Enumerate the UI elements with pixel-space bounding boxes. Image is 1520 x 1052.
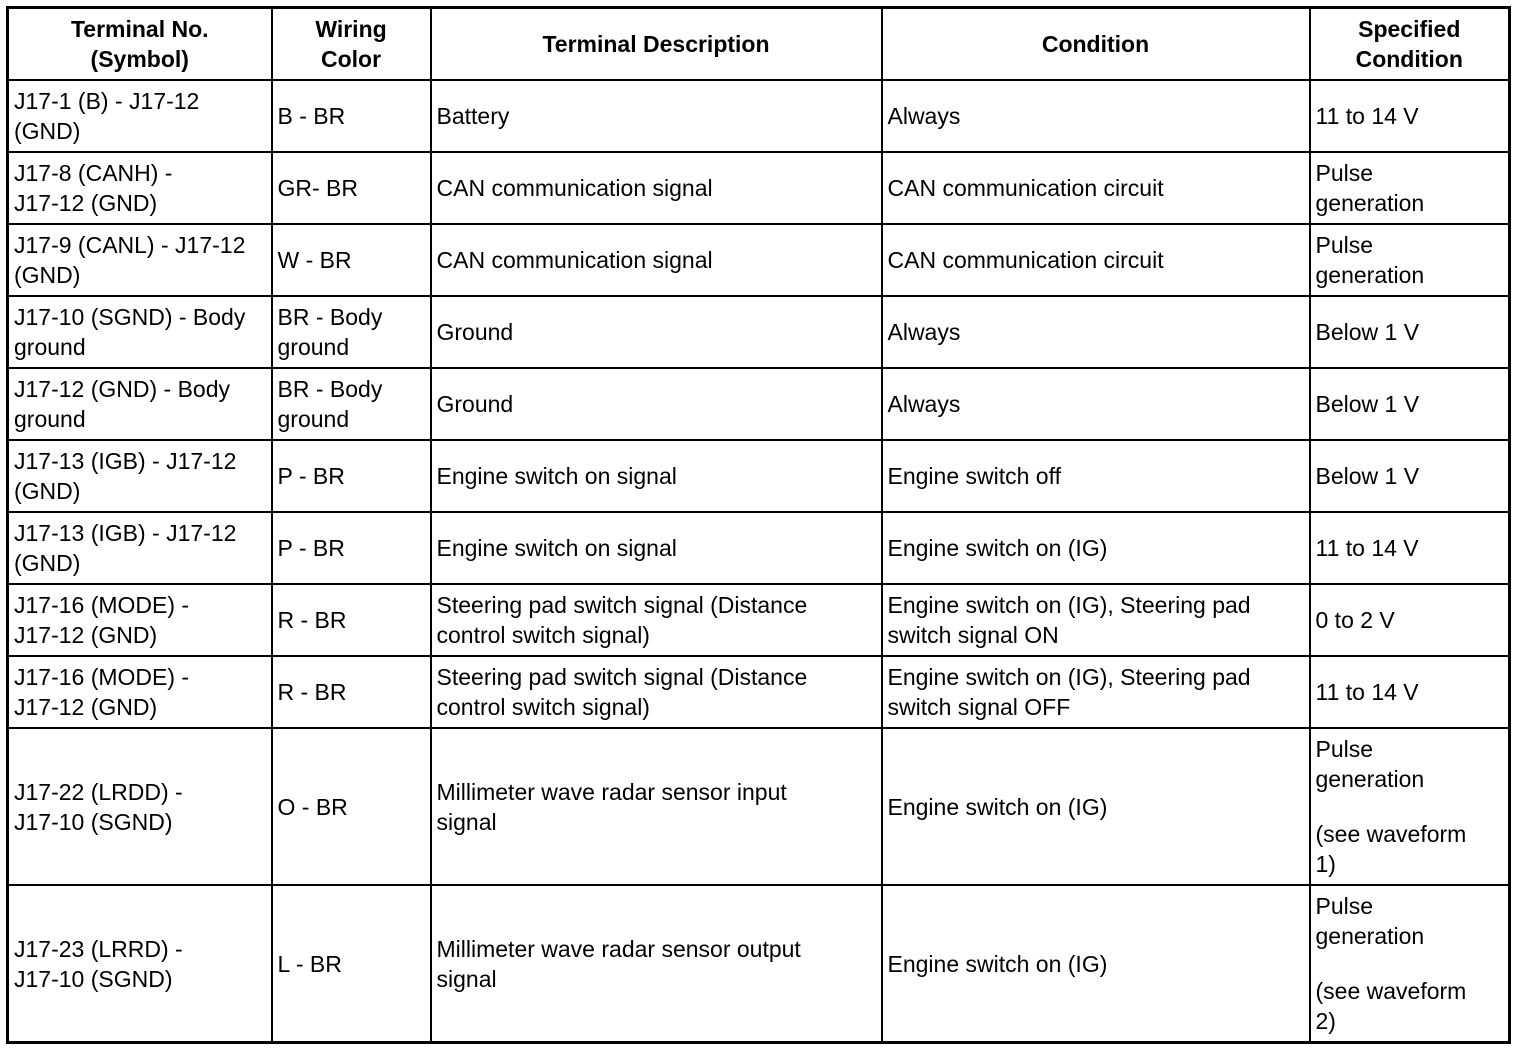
wiring-color-cell-line: BR - Body (277, 304, 383, 330)
terminal-cell-line: J17-8 (CANH) - (14, 160, 173, 186)
header-terminal-description: Terminal Description (431, 8, 882, 81)
terminal-cell (8, 885, 272, 1043)
terminal-cell (8, 584, 272, 656)
condition-cell-line: CAN communication circuit (887, 247, 1164, 273)
condition-cell-line: Engine switch on (IG), Steering pad (887, 592, 1251, 618)
terminal-cell-line: J17-16 (MODE) - (14, 664, 190, 690)
terminal-cell-line: J17-12 (GND) (14, 622, 158, 648)
waveform-note-line: (see waveform (1315, 978, 1467, 1004)
specified-condition-cell-line: 11 to 14 V (1315, 679, 1419, 705)
terminal-cell (8, 296, 272, 368)
terminal-cell (8, 512, 272, 584)
condition-cell (882, 368, 1310, 440)
specified-condition-cell-line: Below 1 V (1315, 463, 1420, 489)
wiring-color-cell-line: W - BR (277, 247, 352, 273)
condition-cell (882, 728, 1310, 885)
wiring-color-cell-line: GR- BR (277, 175, 358, 201)
condition-cell-line: Engine switch off (887, 463, 1061, 489)
description-cell (431, 584, 882, 656)
description-cell-line: Steering pad switch signal (Distance (436, 664, 808, 690)
specified-condition-cell-line: generation (1315, 190, 1425, 216)
description-cell (431, 80, 882, 152)
wiring-color-cell-line: BR - Body (277, 376, 383, 402)
specified-condition-cell-line: Pulse (1315, 893, 1374, 919)
specified-condition-cell-line: 0 to 2 V (1315, 607, 1395, 633)
condition-cell (882, 440, 1310, 512)
description-cell-line: CAN communication signal (436, 175, 713, 201)
terminal-cell-line: J17-12 (GND) (14, 190, 158, 216)
description-cell-line: Steering pad switch signal (Distance (436, 592, 808, 618)
wiring-color-cell-line: O - BR (277, 793, 348, 820)
terminal-cell-line: J17-12 (GND) (14, 694, 158, 720)
terminal-cell (8, 656, 272, 728)
wiring-color-cell-line: R - BR (277, 679, 347, 705)
condition-cell-line: CAN communication circuit (887, 175, 1164, 201)
wiring-color-cell-line: P - BR (277, 463, 345, 489)
terminal-cell (8, 80, 272, 152)
header-specified-condition: Specified Condition (1310, 8, 1510, 81)
wiring-color-cell (272, 584, 431, 656)
terminal-cell-line: J17-1 (B) - J17-12 (14, 88, 200, 114)
condition-cell (882, 224, 1310, 296)
spacer (1316, 951, 1504, 976)
table-row (8, 512, 1510, 584)
table-row (8, 80, 1510, 152)
header-row (8, 8, 1510, 81)
terminal-cell-line: (GND) (14, 550, 81, 576)
description-cell-line: Ground (436, 319, 514, 345)
description-cell-line: Battery (436, 103, 510, 129)
specified-condition-cell (1310, 656, 1510, 728)
condition-cell-line: Always (887, 319, 961, 345)
terminal-cell-line: J17-10 (SGND) - Body (14, 304, 246, 330)
condition-cell-line: switch signal ON (887, 622, 1059, 648)
wiring-color-cell-line: L - BR (277, 950, 342, 977)
terminal-cell-line: ground (14, 334, 86, 360)
description-cell (431, 224, 882, 296)
condition-cell-line: Engine switch on (IG) (887, 535, 1108, 561)
description-cell (431, 728, 882, 885)
table-row (8, 656, 1510, 728)
description-cell (431, 152, 882, 224)
wiring-color-cell-line: R - BR (277, 607, 347, 633)
spacer (1316, 794, 1504, 819)
terminal-cell-line: (GND) (14, 118, 81, 144)
specified-condition-cell-line: generation (1315, 923, 1425, 949)
specified-condition-cell-line: generation (1315, 262, 1425, 288)
specified-condition-cell (1310, 368, 1510, 440)
condition-cell (882, 80, 1310, 152)
description-cell (431, 656, 882, 728)
waveform-note-line: 1) (1315, 851, 1336, 877)
terminal-cell-line: J17-13 (IGB) - J17-12 (14, 448, 237, 474)
header-wiring-color: Wiring Color (272, 8, 431, 81)
specified-condition-cell (1310, 296, 1510, 368)
terminal-cell-line: (GND) (14, 262, 81, 288)
specified-condition-cell-line: Below 1 V (1315, 391, 1420, 417)
terminal-cell (8, 368, 272, 440)
terminal-cell (8, 728, 272, 885)
table-row (8, 728, 1510, 885)
condition-cell-line: Always (887, 103, 961, 129)
description-cell (431, 512, 882, 584)
specified-condition-cell-line: Pulse (1315, 160, 1374, 186)
terminal-cell-line: (GND) (14, 478, 81, 504)
description-cell-line: Engine switch on signal (436, 535, 677, 561)
description-cell-line: signal (436, 965, 497, 992)
wiring-color-cell (272, 885, 431, 1043)
condition-cell-line: Engine switch on (IG) (887, 950, 1108, 977)
wiring-color-cell (272, 296, 431, 368)
wiring-color-cell (272, 80, 431, 152)
description-cell-line: Ground (436, 391, 514, 417)
wiring-color-cell-line: ground (277, 406, 350, 432)
specified-condition-cell (1310, 885, 1510, 1043)
table-row (8, 224, 1510, 296)
terminal-cell-line: J17-13 (IGB) - J17-12 (14, 520, 237, 546)
terminal-cell (8, 152, 272, 224)
description-cell (431, 296, 882, 368)
terminal-cell-line: J17-16 (MODE) - (14, 592, 190, 618)
wiring-color-cell (272, 512, 431, 584)
terminal-cell-line: J17-12 (GND) - Body (14, 376, 231, 402)
wiring-color-cell-line: ground (277, 334, 350, 360)
table-row (8, 368, 1510, 440)
terminal-cell-line: J17-10 (SGND) (14, 808, 173, 835)
wiring-color-cell (272, 152, 431, 224)
waveform-note-line: 2) (1315, 1008, 1336, 1034)
specified-condition-cell (1310, 80, 1510, 152)
specified-condition-cell (1310, 512, 1510, 584)
condition-cell-line: Engine switch on (IG), Steering pad (887, 664, 1251, 690)
description-cell-line: control switch signal) (436, 622, 650, 648)
description-cell (431, 440, 882, 512)
wiring-color-cell-line: P - BR (277, 535, 345, 561)
terminal-cell (8, 224, 272, 296)
terminal-cell (8, 440, 272, 512)
wiring-color-cell-line: B - BR (277, 103, 346, 129)
specified-condition-cell (1310, 728, 1510, 885)
terminal-cell-line: J17-23 (LRRD) - (14, 935, 183, 962)
specified-condition-cell-line: Below 1 V (1315, 319, 1420, 345)
description-cell-line: Millimeter wave radar sensor input (436, 778, 787, 805)
specified-condition-cell-line: Pulse (1315, 232, 1374, 258)
specified-condition-cell (1310, 584, 1510, 656)
condition-cell (882, 152, 1310, 224)
wiring-color-cell (272, 368, 431, 440)
description-cell-line: signal (436, 808, 497, 835)
description-cell-line: CAN communication signal (436, 247, 713, 273)
condition-cell (882, 512, 1310, 584)
terminal-cell-line: J17-22 (LRDD) - (14, 778, 183, 805)
table-row (8, 152, 1510, 224)
description-cell-line: Millimeter wave radar sensor output (436, 935, 801, 962)
description-cell-line: control switch signal) (436, 694, 650, 720)
specified-condition-cell (1310, 152, 1510, 224)
condition-cell (882, 296, 1310, 368)
table-body (8, 80, 1510, 1043)
condition-cell (882, 885, 1310, 1043)
terminal-cell-line: J17-10 (SGND) (14, 965, 173, 992)
specified-condition-cell-line: Pulse (1315, 736, 1374, 762)
description-cell (431, 368, 882, 440)
condition-cell-line: switch signal OFF (887, 694, 1071, 720)
header-terminal: Terminal No. (Symbol) (8, 8, 272, 81)
wiring-color-cell (272, 224, 431, 296)
specified-condition-cell-line: 11 to 14 V (1315, 103, 1419, 129)
header-condition: Condition (882, 8, 1310, 81)
description-cell (431, 885, 882, 1043)
condition-cell-line: Always (887, 391, 961, 417)
table-row (8, 440, 1510, 512)
table-row (8, 584, 1510, 656)
specified-condition-cell-line: generation (1315, 766, 1425, 792)
waveform-note-line: (see waveform (1315, 821, 1467, 847)
table-row (8, 885, 1510, 1043)
terminal-cell-line: J17-9 (CANL) - J17-12 (14, 232, 246, 258)
condition-cell (882, 656, 1310, 728)
terminal-cell-line: ground (14, 406, 86, 432)
description-cell-line: Engine switch on signal (436, 463, 677, 489)
terminal-spec-table (6, 6, 1511, 1044)
specified-condition-cell (1310, 440, 1510, 512)
condition-cell (882, 584, 1310, 656)
specified-condition-cell-line: 11 to 14 V (1315, 535, 1419, 561)
specified-condition-cell (1310, 224, 1510, 296)
wiring-color-cell (272, 440, 431, 512)
condition-cell-line: Engine switch on (IG) (887, 793, 1108, 820)
table-row (8, 296, 1510, 368)
wiring-color-cell (272, 656, 431, 728)
wiring-color-cell (272, 728, 431, 885)
